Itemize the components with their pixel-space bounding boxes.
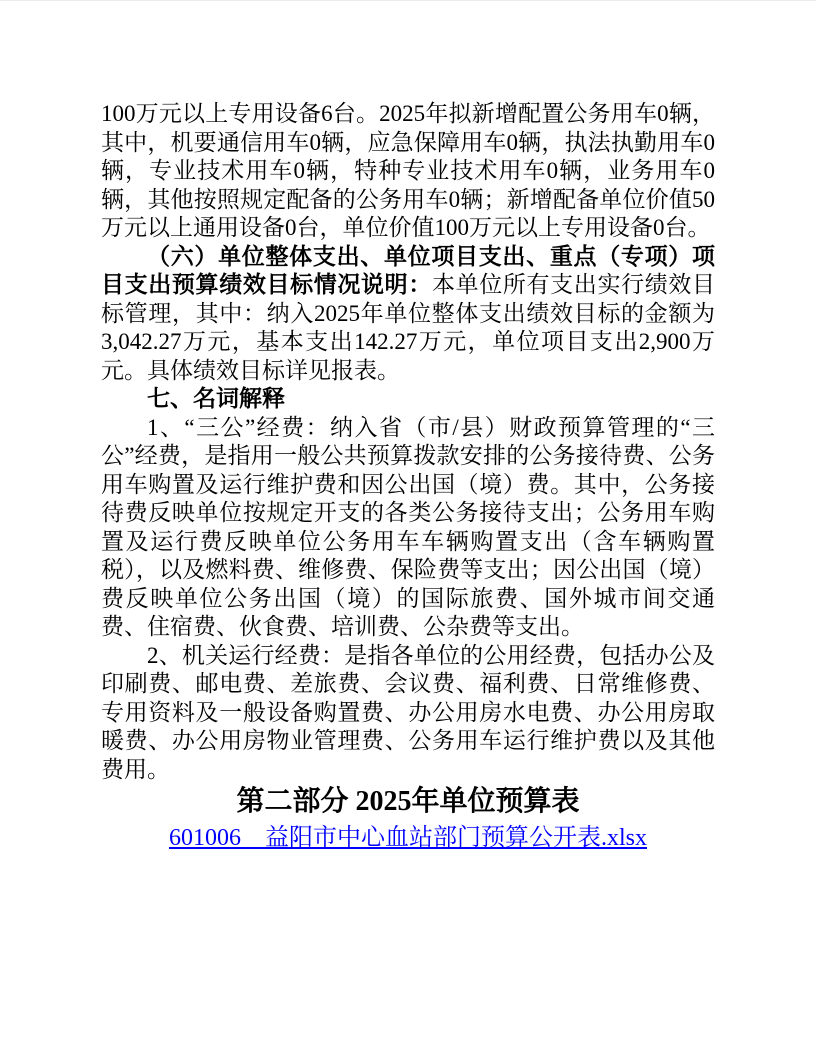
section-heading-terms: 七、名词解释 <box>147 386 285 411</box>
part2-section-title: 第二部分 2025年单位预算表 <box>236 786 580 817</box>
paragraph-sangong-funds: 1、“三公”经费：纳入省（市/县）财政预算管理的“三公”经费，是指用一般公共预算拨款安排的公务接待费、公务用车购置及运行维护费和因公出国（境）费。其中，公务接待费反映单位按规定开支的各类公务接待支出；公务用车购置及运行费反映单位公务用车车辆购置支出（含车辆购置税），以及燃料费、维修费、保险费等支出；因公出国（境）费反映单位公务出国（境）的国际旅费、国外城市间交通费、住宿费、伙食费、培训费、公杂费等支出。 <box>101 414 715 639</box>
budget-table-link[interactable]: 601006 益阳市中心血站部门预算公开表.xlsx <box>168 825 647 851</box>
paragraph-performance-lead: （六）单位整体支出、单位项目支出、重点（专项）项目支出预算绩效目标情况说明： <box>101 243 715 297</box>
paragraph-operating-funds: 2、机关运行经费：是指各单位的公用经费，包括办公及印刷费、邮电费、差旅费、会议费、福利费、日常维修费、专用资料及一般设备购置费、办公用房水电费、办公用房取暖费、办公用房物业管理费、公务用车运行维护费以及其他费用。 <box>101 642 715 782</box>
paragraph-performance-body: 本单位所有支出实行绩效目标管理，其中：纳入2025年单位整体支出绩效目标的金额为3,042.27万元，基本支出142.27万元，单位项目支出2,900万元。具体绩效目标详见报表。 <box>101 272 716 383</box>
attachment-link-line <box>101 822 715 854</box>
paragraph-performance-targets <box>101 243 715 386</box>
paragraph-vehicle-equipment: 100万元以上专用设备6台。2025年拟新增配置公务用车0辆，其中，机要通信用车0辆，应急保障用车0辆，执法执勤用车0辆，专业技术用车0辆，特种专业技术用车0辆，业务用车0辆，其他按照规定配备的公务用车0辆；新增配备单位价值50万元以上通用设备0台，单位价值100万元以上专用设备0台。 <box>101 101 715 240</box>
document-content <box>101 100 715 854</box>
